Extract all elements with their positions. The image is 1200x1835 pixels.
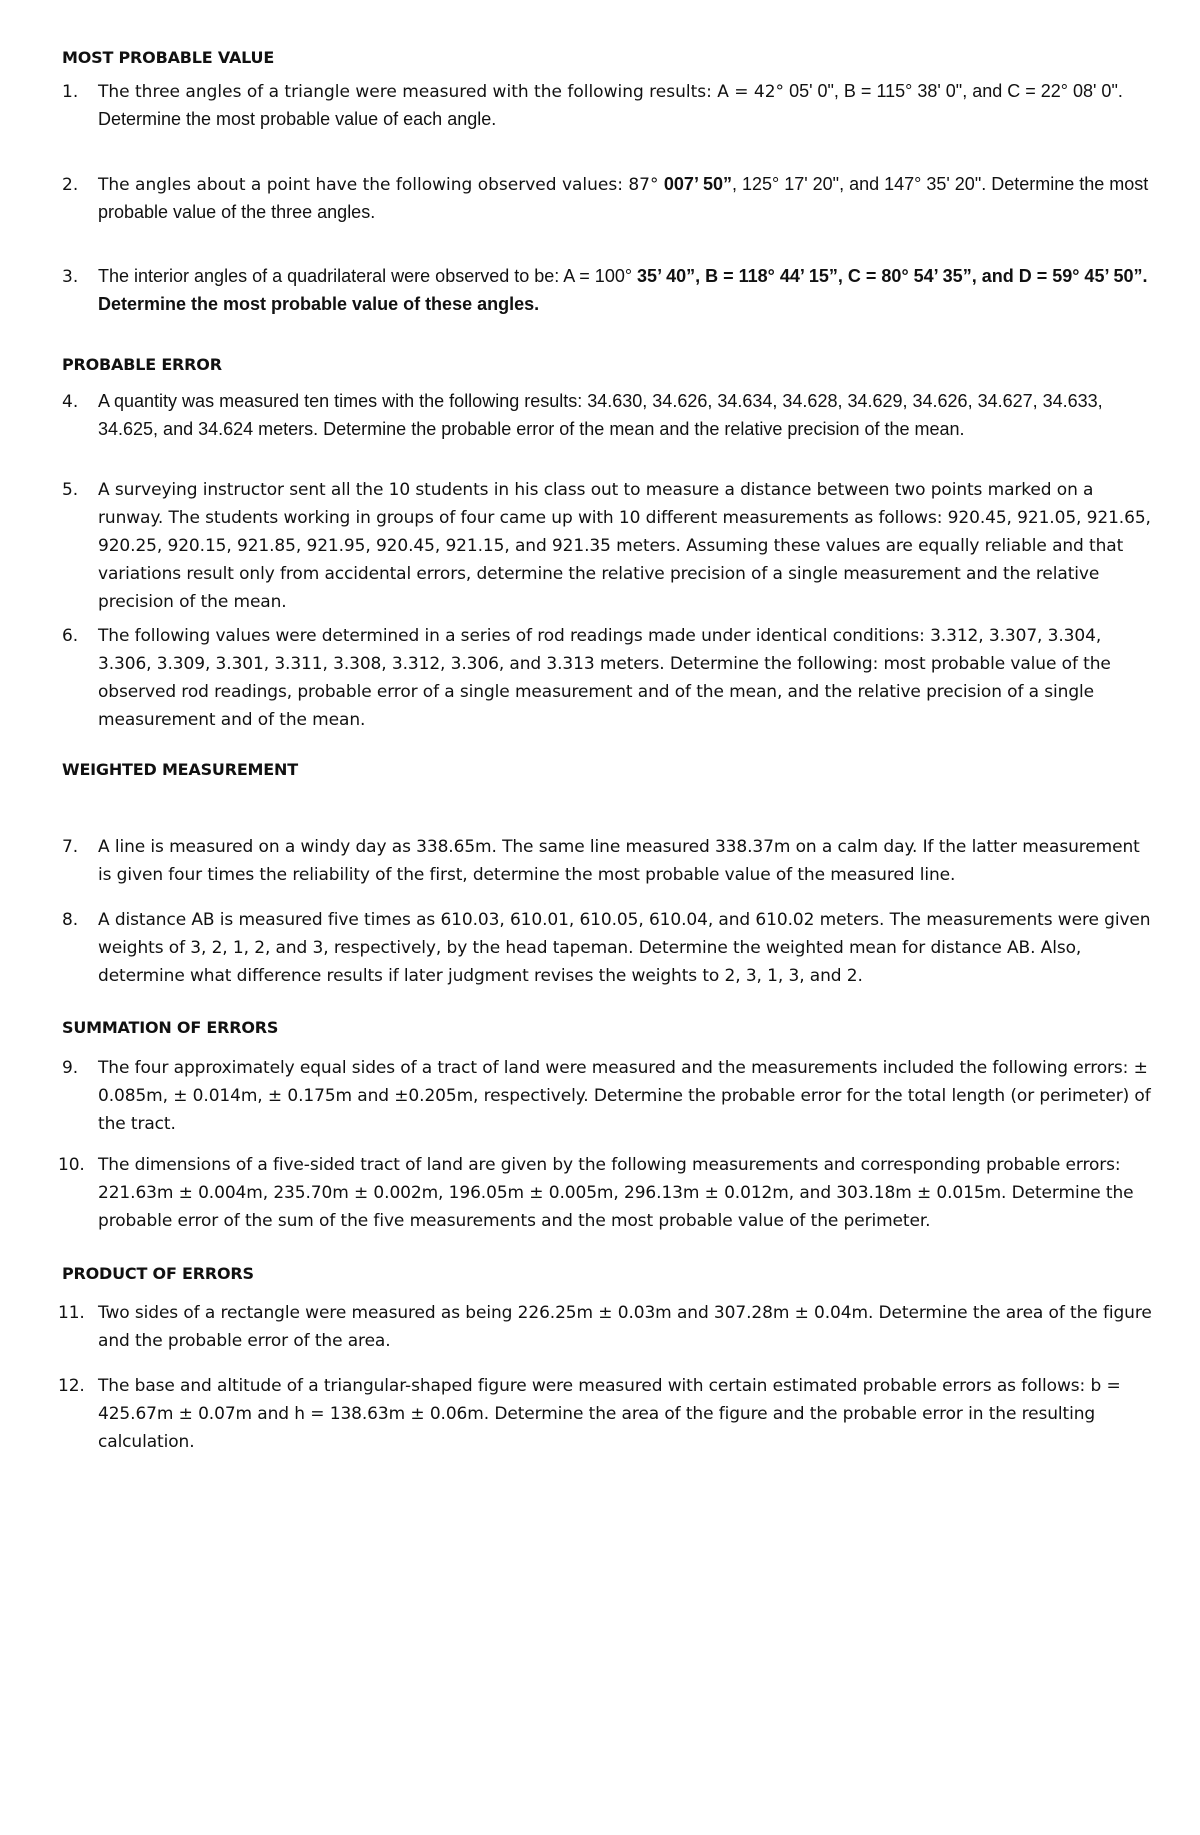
problem-5-text: A surveying instructor sent all the 10 students in his class out to measure a distance between two points marked on a runway. The students working in groups of four came up with 10 different measurements as follows: 920.45, 921.05, 921.65, 920.25, 920.15, 921.85, 921.95, 920.45, 921.15, and 921.35 meters. Assuming these values are equally reliable and that variations result only from accidental errors, determine the relative precision of a single measurement and the relative precision of the mean. (98, 480, 1151, 612)
problem-9-text: The four approximately equal sides of a tract of land were measured and the measurements included the following errors: ± 0.085m, ± 0.014m, ± 0.175m and ±0.205m, respectively. Determine the probable error for the total length (or perimeter) of the tract. (98, 1058, 1151, 1134)
problem-number: 7. (62, 837, 79, 857)
problem-number: 12. (58, 1376, 85, 1396)
problem-11 (58, 1299, 1158, 1355)
section-title-product-of-errors: PRODUCT OF ERRORS (62, 1264, 254, 1283)
problem-12 (58, 1372, 1158, 1456)
problem-10-text: The dimensions of a five-sided tract of land are given by the following measurements and corresponding probable errors: 221.63m ± 0.004m, 235.70m ± 0.002m, 196.05m ± 0.005m, 296.13m ± 0.012m, and 303.18m ± 0.015m. Determine the probable error of the sum of the five measurements and the most probable value of the perimeter. (98, 1155, 1134, 1231)
problem-6-text: The following values were determined in a series of rod readings made under identical conditions: 3.312, 3.307, 3.304, 3.306, 3.309, 3.301, 3.311, 3.308, 3.312, 3.306, and 3.313 meters. Determine the following: most probable value of the observed rod readings, probable error of a single measurement and of the mean, and the relative precision of a single measurement and of the mean. (98, 626, 1111, 730)
problem-number: 9. (62, 1058, 79, 1078)
problem-3-text-b: 35’ 40”, B = 118° 44’ 15”, C = 80° 54’ 35”, and D = 59° 45’ 50”. Determine the most probable value of these angles. (98, 266, 1148, 314)
problem-number: 6. (62, 626, 79, 646)
problem-1-text-a: The three angles of a triangle were measured with the following results: A = 42° (98, 82, 785, 102)
problem-10 (58, 1151, 1158, 1235)
problem-8 (62, 906, 1158, 990)
problem-12-text: The base and altitude of a triangular-shaped figure were measured with certain estimated probable errors as follows: b = 425.67m ± 0.07m and h = 138.63m ± 0.06m. Determine the area of the figure and the probable error in the resulting calculation. (98, 1376, 1121, 1452)
problem-7-text: A line is measured on a windy day as 338.65m. The same line measured 338.37m on a calm day. If the latter measurement is given four times the reliability of the first, determine the most probable value of the measured line. (98, 837, 1140, 885)
section-title-most-probable-value: MOST PROBABLE VALUE (62, 48, 275, 67)
problem-2-text-c: , 125° 17' 20", and 147° 35' 20". Determine the most probable value of the three angles. (98, 174, 1149, 222)
problem-number: 4. (62, 392, 79, 412)
problem-2-text-b: 007’ 50” (663, 174, 732, 194)
problem-2-text-a: The angles about a point have the following observed values: 87° (98, 175, 664, 195)
problem-number: 2. (62, 175, 79, 195)
problem-7 (62, 833, 1158, 889)
problem-number: 1. (62, 82, 79, 102)
problem-number: 11. (58, 1303, 85, 1323)
section-title-probable-error: PROBABLE ERROR (62, 355, 222, 374)
problem-6 (62, 622, 1158, 734)
problem-1 (62, 78, 1158, 134)
problem-1-text-b: 05' 0", B = 115° 38' 0", and C = 22° 08' 0". Determine the most probable value of each angle. (98, 81, 1123, 129)
problem-3-text-a: The interior angles of a quadrilateral were observed to be: A = 100° (98, 266, 638, 286)
problem-number: 3. (62, 267, 79, 287)
problem-5 (62, 476, 1158, 616)
problem-2 (62, 171, 1158, 227)
problem-9 (62, 1054, 1158, 1138)
problem-4-text: A quantity was measured ten times with the following results: 34.630, 34.626, 34.634, 34.628, 34.629, 34.626, 34.627, 34.633, 34.625, and 34.624 meters. Determine the probable error of the mean and the relative precision of the mean. (98, 391, 1103, 439)
section-title-summation-of-errors: SUMMATION OF ERRORS (62, 1018, 279, 1037)
problem-3 (62, 263, 1158, 319)
section-title-weighted-measurement: WEIGHTED MEASUREMENT (62, 760, 298, 779)
problem-number: 10. (58, 1155, 85, 1175)
problem-number: 5. (62, 480, 79, 500)
problem-8-text: A distance AB is measured five times as 610.03, 610.01, 610.05, 610.04, and 610.02 meters. The measurements were given weights of 3, 2, 1, 2, and 3, respectively, by the head tapeman. Determine the weighted mean for distance AB. Also, determine what difference results if later judgment revises the weights to 2, 3, 1, 3, and 2. (98, 910, 1151, 986)
problem-4 (62, 388, 1158, 444)
problem-11-text: Two sides of a rectangle were measured as being 226.25m ± 0.03m and 307.28m ± 0.04m. Determine the area of the figure and the probable error of the area. (98, 1303, 1152, 1351)
problem-number: 8. (62, 910, 79, 930)
